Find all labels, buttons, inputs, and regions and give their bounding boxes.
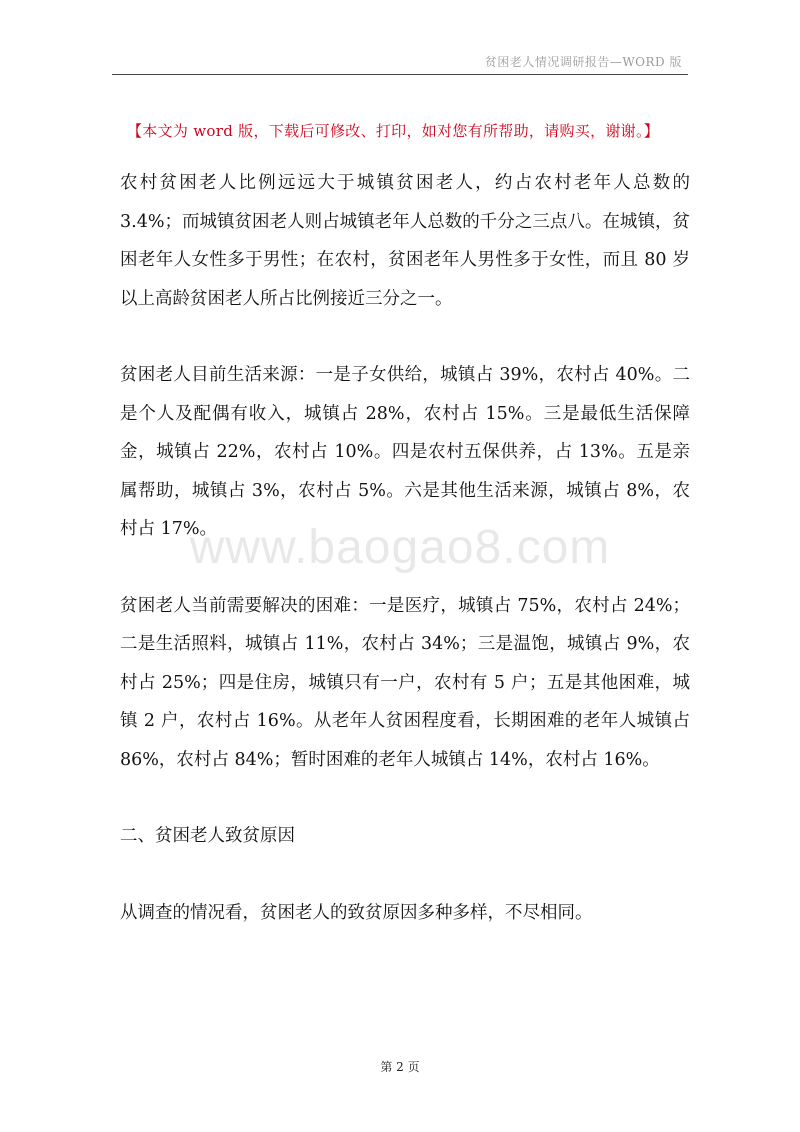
section-heading-causes: 二、贫困老人致贫原因 xyxy=(120,826,295,846)
running-header: 贫困老人情况调研报告—WORD 版 xyxy=(484,55,682,69)
paragraph-income-sources: 贫困老人目前生活来源：一是子女供给，城镇占 39%，农村占 40%。二是个人及配偶有收入，城镇占 28%，农村占 15%。三是最低生活保障金，城镇占 22%，农村占 10%。四是农村五保供养，占 13%。五是亲属帮助，城镇占 3%，农村占 5%。六是其他生活来源，城镇占 8%，农村占 17%。 xyxy=(120,365,690,539)
purchase-notice: 【本文为 word 版，下载后可修改、打印，如对您有所帮助，请购买，谢谢。】 xyxy=(127,122,660,140)
header-divider xyxy=(112,74,688,75)
watermark: www.baogao8.com xyxy=(189,521,611,574)
paragraph-current-difficulties: 贫困老人当前需要解决的困难：一是医疗，城镇占 75%，农村占 24%；二是生活照料，城镇占 11%，农村占 34%；三是温饱，城镇占 9%，农村占 25%；四是住房，城镇只有一户，农村有 5 户；五是其他困难，城镇 2 户，农村占 16%。从老年人贫困程度看，长期困难的老年人城镇占 86%，农村占 84%；暂时困难的老年人城镇占 14%，农村占 16%。 xyxy=(120,595,690,770)
page-number: 第 2 页 xyxy=(380,1060,420,1074)
paragraph-poverty-ratio: 农村贫困老人比例远远大于城镇贫困老人，约占农村老年人总数的 3.4%；而城镇贫困老人则占城镇老年人总数的千分之三点八。在城镇，贫困老年人女性多于男性；在农村，贫困老年人男性多于女性，而且 80 岁以上高龄贫困老人所占比例接近三分之一。 xyxy=(120,173,690,309)
paragraph-causes-intro: 从调查的情况看，贫困老人的致贫原因多种多样，不尽相同。 xyxy=(120,902,593,923)
document-body xyxy=(120,164,690,932)
